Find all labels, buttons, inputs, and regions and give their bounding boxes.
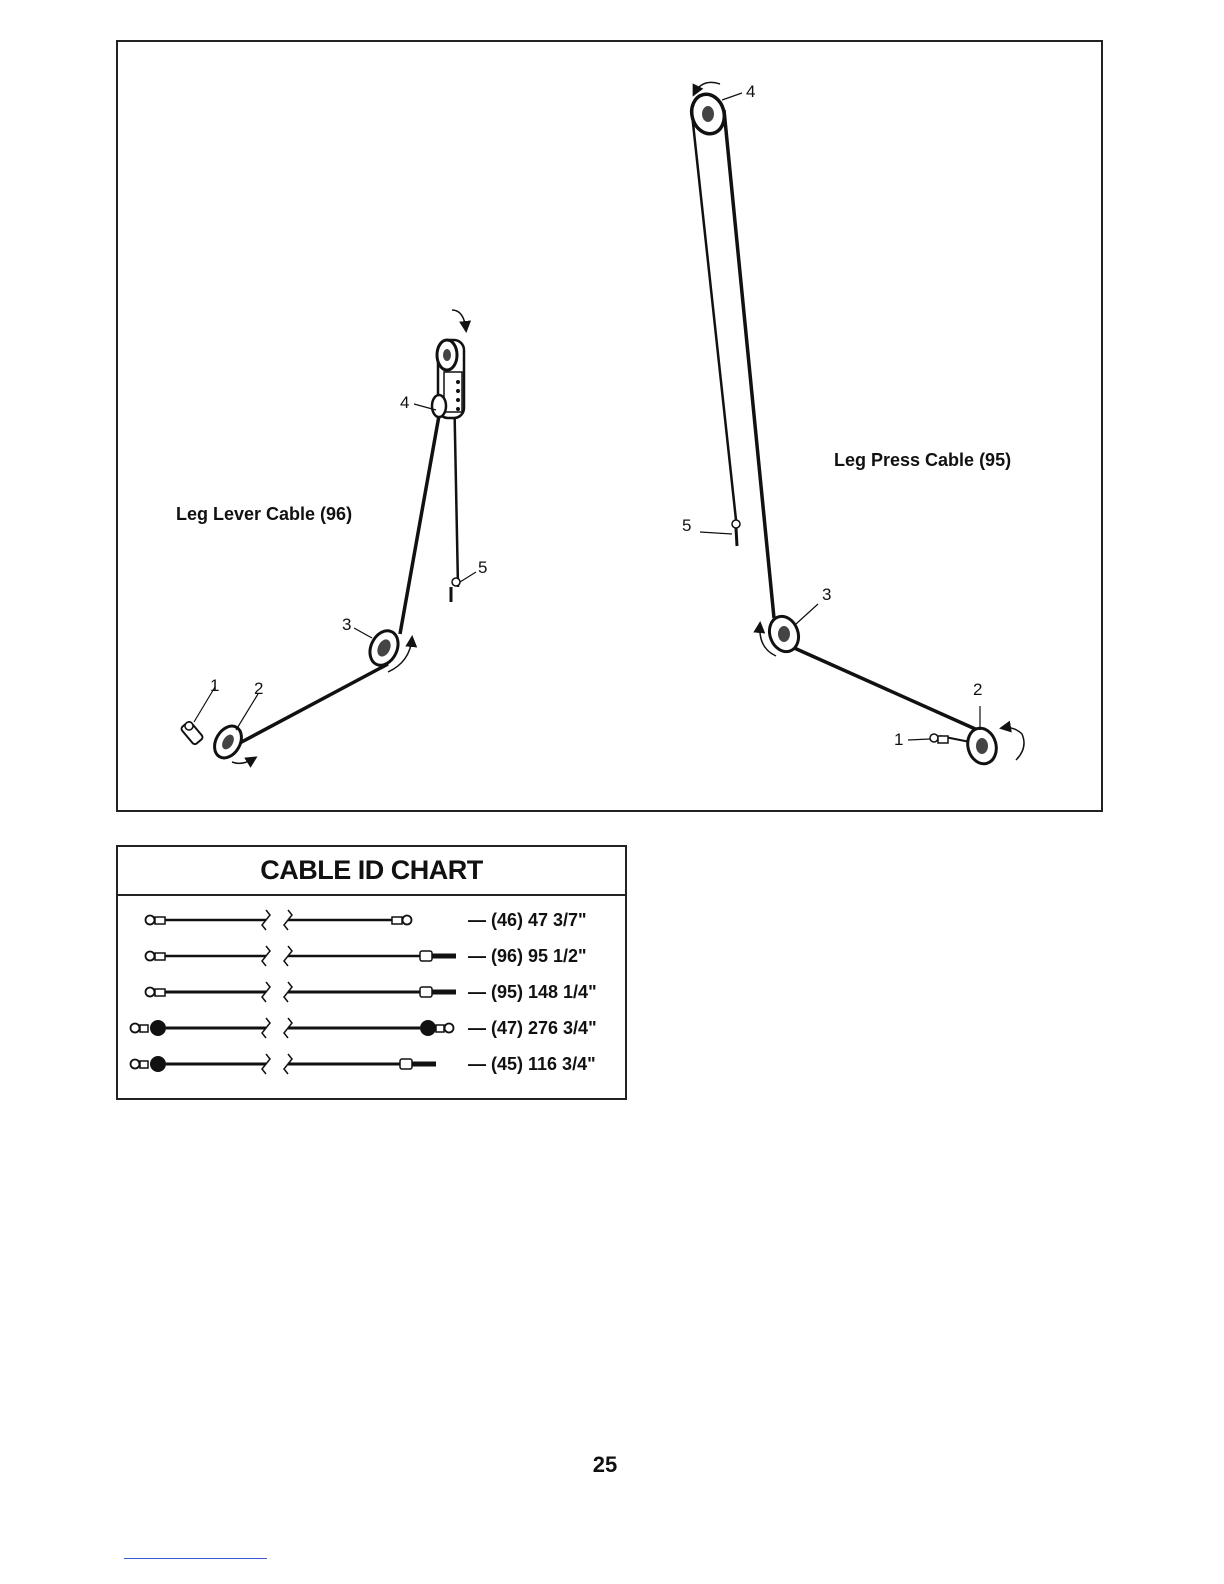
leg-press-pulley-2	[964, 725, 1000, 767]
cable-row	[118, 939, 625, 975]
leg-lever-callout-4: 4	[400, 393, 410, 412]
cable-routing-illustration	[118, 42, 1105, 814]
leg-press-cable-segment	[792, 647, 982, 732]
cable-icon-ball-ball	[118, 1011, 458, 1047]
leg-lever-pulley-4	[432, 395, 446, 417]
leg-lever-cable-assembly	[180, 310, 476, 763]
leg-press-callout-4: 4	[746, 82, 756, 101]
leg-press-callout-3: 3	[822, 585, 832, 604]
leg-lever-callout-3: 3	[342, 615, 352, 634]
leg-lever-cable-title: Leg Lever Cable (96)	[176, 504, 353, 524]
leg-lever-bolt-end	[451, 578, 460, 602]
cable-icon-eyelet-eyelet	[118, 903, 458, 939]
cable-row-label: — (96) 95 1/2"	[468, 946, 587, 966]
cable-row-label: — (45) 116 3/4"	[468, 1054, 596, 1074]
leg-press-cable-segment	[724, 110, 774, 618]
leg-press-cable-assembly	[687, 82, 1024, 767]
cable-row	[118, 975, 625, 1011]
cable-icon-ball-threaded	[118, 1047, 458, 1083]
leg-lever-pulley-2	[209, 721, 247, 762]
cable-id-chart	[116, 845, 627, 1100]
leg-press-eyelet-end	[930, 734, 948, 743]
cable-row-label: — (95) 148 1/4"	[468, 982, 597, 1002]
page-number: 25	[592, 1452, 618, 1477]
cable-row	[118, 1011, 625, 1047]
cable-icon-eyelet-threaded	[118, 939, 458, 975]
leg-lever-callout-2: 2	[254, 679, 264, 698]
leg-press-bolt-end	[732, 520, 740, 546]
leg-lever-callout-1: 1	[210, 676, 220, 695]
leg-lever-pulley-3	[365, 626, 404, 670]
leg-lever-cable-segment	[400, 410, 440, 634]
leg-lever-cable-segment	[236, 664, 388, 745]
leg-press-cable-title: Leg Press Cable (95)	[834, 450, 1012, 470]
footer-rule	[124, 1558, 267, 1559]
rotation-arrow-icon	[694, 82, 720, 94]
rotation-arrow-icon	[1002, 728, 1024, 760]
cable-row	[118, 1047, 625, 1083]
cable-id-chart-title: CABLE ID CHART	[118, 847, 625, 896]
rotation-arrow-icon	[232, 758, 255, 763]
leg-lever-upper-pulley	[437, 340, 457, 370]
leg-press-callout-1: 1	[894, 730, 904, 749]
leg-lever-eyelet-end	[180, 721, 203, 746]
leg-lever-callout-5: 5	[478, 558, 488, 577]
cable-routing-diagram	[116, 40, 1103, 812]
cable-row-label: — (47) 276 3/4"	[468, 1018, 597, 1038]
rotation-arrow-icon	[452, 310, 466, 330]
cable-icon-eyelet-threaded	[118, 975, 458, 1011]
leg-press-callout-2: 2	[973, 680, 983, 699]
cable-row	[118, 903, 625, 939]
leg-press-callout-5: 5	[682, 516, 692, 535]
cable-row-label: — (46) 47 3/7"	[468, 910, 587, 930]
